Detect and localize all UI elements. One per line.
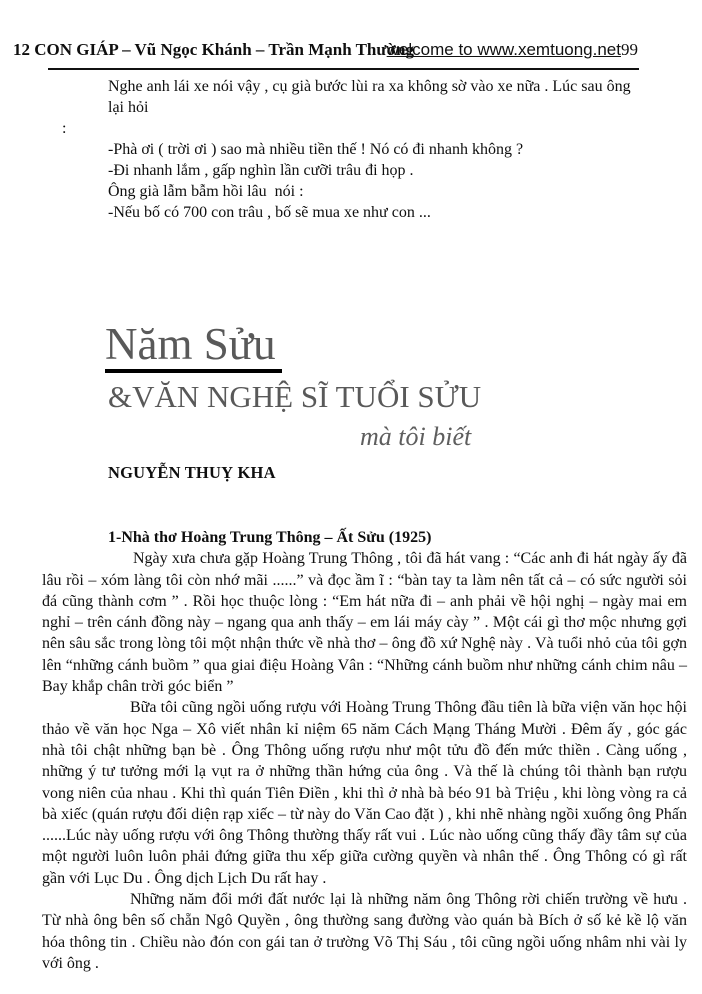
dialogue-line: : bbox=[62, 120, 67, 137]
header-right bbox=[387, 40, 638, 60]
paragraph: Những năm đổi mới đất nước lại là những năm ông Thông rời chiến trường về hưu . Từ nhà ông bên số chẵn Ngô Quyền , ông thường sang đường vào quán bà Bích ở số kẻ kề lộ văn hóa thông tin . Chiều nào đón con gái tan ở trường Võ Thị Sáu , tôi cũng ngồi uống nhâm nhi vài ly với ông . bbox=[42, 891, 687, 972]
site-link[interactable]: welcome to www.xemtuong.net bbox=[386, 40, 621, 59]
dialogue-line: -Đi nhanh lắm , gấp nghìn lần cưỡi trâu đi họp . bbox=[108, 162, 414, 179]
author-name: NGUYỄN THUỴ KHA bbox=[108, 463, 276, 482]
book-title: 12 CON GIÁP – Vũ Ngọc Khánh – Trần Mạnh Thường bbox=[13, 40, 414, 59]
page-number: 99 bbox=[621, 40, 638, 59]
paragraph: Ngày xưa chưa gặp Hoàng Trung Thông , tôi đã hát vang : “Các anh đi hát ngày ấy đã lâu rồi – xóm làng tôi còn nhớ mãi ......” và đọc ầm ĩ : “bàn tay ta làm nên tất cả – có sức người sỏi đá cũng thành cơm ” . Rồi học thuộc lòng : “Em hát nữa đi – anh phải về hội nghị – ngày mai em nghỉ – trên cánh đồng này – ngang qua anh thấy – em lái máy cày ” . Một cái gì thơ mộc nhưng gợi nên sâu sắc trong lòng tôi một nhận thức về nhà thơ – ông đồ xứ Nghệ này . Và tuổi nhỏ của tôi gợn lên “những cánh buồm ” qua giai điệu Hoàng Vân : “Những cánh buồm như những cánh chim nâu – Bay khắp chân trời góc biển ” bbox=[42, 550, 687, 696]
dialogue-line: -Nếu bố có 700 con trâu , bố sẽ mua xe như con ... bbox=[108, 204, 431, 221]
chapter-subtitle: &VĂN NGHỆ SĨ TUỔI SỬU bbox=[108, 379, 482, 414]
dialogue-line: Nghe anh lái xe nói vậy , cụ già bước lùi ra xa không sờ vào xe nữa . Lúc sau ông lại hỏi bbox=[108, 78, 635, 116]
dialogue-line: Ông già lẫm bẫm hồi lâu nói : bbox=[108, 183, 304, 200]
chapter-tagline: mà tôi biết bbox=[360, 422, 472, 451]
chapter-title-block bbox=[105, 319, 668, 451]
paragraph: Bữa tôi cũng ngồi uống rượu với Hoàng Trung Thông đầu tiên là bữa viện văn học hội thảo về văn học Nga – Xô viết nhân kỉ niệm 65 năm Cách Mạng Tháng Mười . Đêm ấy , góc gác nhà tôi chật những bạn bè . Ông Thông uống rượu như một tửu đồ đến mức thiền . Càng uống , những ý tư tưởng mới lạ vụt ra ở những thần hứng của ông . Và thế là chúng tôi thành bạn rượu vong niên của nhau . Khi thì quán Tiên Điền , khi thì ở nhà bà béo 91 bà Triệu , khi lòng vòng ra cả bà xiếc (quán rượu đối diện rạp xiếc – từ này do Văn Cao đặt ) , khi nhẽ nhàng ngồi xuống ông Phấn ......Lúc này uống rượu với ông Thông thường thấy rất vui . Lúc nào uống cũng thấy đầy tâm sự của một người luôn luôn phải đứng giữa thu xếp giữa cường quyền và nhân thế . Ông Thông có gì rất gần với Lục Du . Ông dịch Lịch Du rất hay . bbox=[42, 699, 687, 887]
intro-dialogue bbox=[62, 76, 646, 223]
dialogue-line: -Phà ơi ( trời ơi ) sao mà nhiều tiền thế ! Nó có đi nhanh không ? bbox=[108, 141, 524, 158]
header-divider bbox=[48, 68, 639, 70]
main-content bbox=[42, 527, 687, 974]
section-heading: 1-Nhà thơ Hoàng Trung Thông – Ất Sửu (1925) bbox=[108, 529, 432, 546]
chapter-title: Năm Sửu bbox=[105, 320, 282, 373]
